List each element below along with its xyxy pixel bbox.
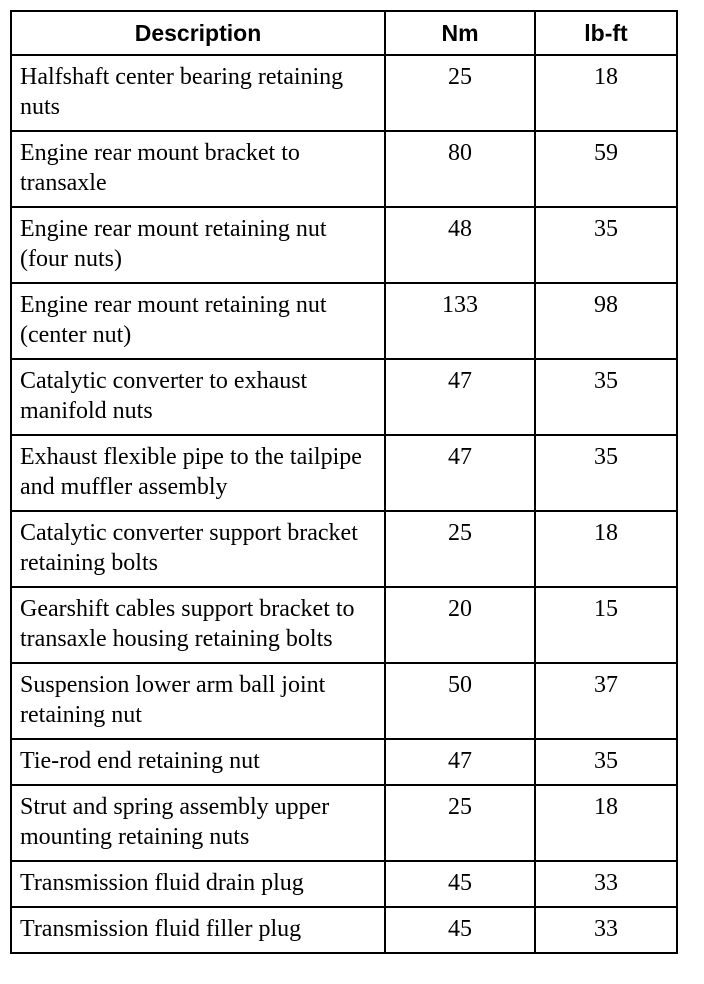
table-row [11, 283, 677, 359]
lbft-cell: 33 [535, 907, 677, 953]
description-cell: Exhaust flexible pipe to the tailpipe and muffler assembly [11, 435, 385, 511]
table-row [11, 207, 677, 283]
header-row [11, 11, 677, 55]
description-cell: Strut and spring assembly upper mounting retaining nuts [11, 785, 385, 861]
lbft-cell: 35 [535, 739, 677, 785]
table-row [11, 861, 677, 907]
description-cell: Tie-rod end retaining nut [11, 739, 385, 785]
nm-cell: 80 [385, 131, 535, 207]
table-row [11, 435, 677, 511]
description-cell: Transmission fluid filler plug [11, 907, 385, 953]
description-cell: Engine rear mount retaining nut (center nut) [11, 283, 385, 359]
nm-cell: 133 [385, 283, 535, 359]
nm-cell: 48 [385, 207, 535, 283]
header-nm: Nm [385, 11, 535, 55]
lbft-cell: 15 [535, 587, 677, 663]
nm-cell: 25 [385, 785, 535, 861]
nm-cell: 25 [385, 511, 535, 587]
nm-cell: 50 [385, 663, 535, 739]
nm-cell: 45 [385, 861, 535, 907]
description-cell: Engine rear mount bracket to transaxle [11, 131, 385, 207]
description-cell: Catalytic converter to exhaust manifold nuts [11, 359, 385, 435]
lbft-cell: 35 [535, 435, 677, 511]
table-row [11, 359, 677, 435]
lbft-cell: 98 [535, 283, 677, 359]
header-description: Description [11, 11, 385, 55]
nm-cell: 45 [385, 907, 535, 953]
lbft-cell: 37 [535, 663, 677, 739]
table-row [11, 785, 677, 861]
lbft-cell: 18 [535, 55, 677, 131]
nm-cell: 47 [385, 739, 535, 785]
lbft-cell: 18 [535, 785, 677, 861]
description-cell: Catalytic converter support bracket retaining bolts [11, 511, 385, 587]
lbft-cell: 33 [535, 861, 677, 907]
description-cell: Halfshaft center bearing retaining nuts [11, 55, 385, 131]
table-row [11, 739, 677, 785]
table-row [11, 587, 677, 663]
lbft-cell: 59 [535, 131, 677, 207]
nm-cell: 47 [385, 359, 535, 435]
nm-cell: 25 [385, 55, 535, 131]
description-cell: Suspension lower arm ball joint retaining nut [11, 663, 385, 739]
nm-cell: 47 [385, 435, 535, 511]
header-lbft: lb-ft [535, 11, 677, 55]
torque-spec-table [10, 10, 678, 954]
nm-cell: 20 [385, 587, 535, 663]
table-row [11, 55, 677, 131]
lbft-cell: 35 [535, 359, 677, 435]
table-row [11, 131, 677, 207]
description-cell: Engine rear mount retaining nut (four nuts) [11, 207, 385, 283]
description-cell: Transmission fluid drain plug [11, 861, 385, 907]
table-row [11, 511, 677, 587]
table-row [11, 907, 677, 953]
lbft-cell: 35 [535, 207, 677, 283]
description-cell: Gearshift cables support bracket to transaxle housing retaining bolts [11, 587, 385, 663]
lbft-cell: 18 [535, 511, 677, 587]
table-row [11, 663, 677, 739]
